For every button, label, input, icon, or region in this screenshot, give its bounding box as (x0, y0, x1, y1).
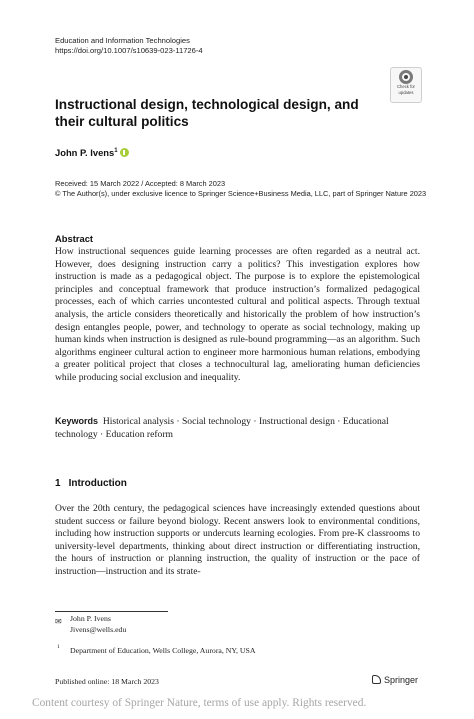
publisher-logo (372, 675, 418, 685)
copyright-notice: © The Author(s), under exclusive licence to Springer Science+Business Media, LLC, part of Springer Nature 2023 (55, 188, 427, 198)
footnote-divider (55, 611, 168, 612)
keywords (55, 415, 420, 441)
section-number: 1 (55, 478, 61, 489)
keywords-label: Keywords (55, 416, 99, 426)
author-affil-sup: 1 (114, 147, 118, 154)
badge-label-2: updates (398, 89, 414, 95)
affiliation-text: Department of Education, Wells College, Aurora, NY, USA (70, 646, 256, 655)
section-title: Introduction (68, 478, 127, 489)
contact-email[interactable]: Jivens@wells.edu (70, 624, 127, 634)
journal-doi-link[interactable]: https://doi.org/10.1007/s10639-023-11726-4 (55, 46, 203, 55)
contact-name: John P. Ivens (70, 614, 111, 623)
article-title: Instructional design, technological design, and their cultural politics (55, 97, 359, 129)
author-line (55, 147, 129, 158)
article-dates (55, 179, 435, 198)
published-online: Published online: 18 March 2023 (55, 677, 159, 686)
check-for-updates-icon (399, 70, 413, 84)
envelope-icon: ✉ (55, 617, 62, 626)
affiliation-number: 1 (57, 644, 60, 650)
publisher-name: Springer (384, 675, 419, 685)
check-for-updates-badge[interactable] (390, 67, 422, 103)
introduction-text: Over the 20th century, the pedagogical sciences have increasingly extended questions about student success or failure beyond biology. Recent answers look to environmental conditions, including how instruction supports or undercuts learning ecologies. From pre-K classrooms to university-level departments, thinking about direct instruction or differentiating instruction, the hours of instruction or planning instruction, the quality of instruction or the pace of instruction—instruction and its strate- (55, 503, 420, 577)
abstract-heading: Abstract (55, 233, 94, 244)
badge-label-1: Check for (397, 84, 415, 89)
courtesy-watermark: Content courtesy of Springer Nature, terms of use apply. Rights reserved. (32, 697, 367, 709)
received-accepted: Received: 15 March 2022 / Accepted: 8 March 2023 (55, 179, 226, 188)
springer-horse-icon (372, 675, 381, 684)
section-heading-introduction (55, 478, 127, 489)
orcid-icon[interactable] (120, 148, 129, 157)
journal-name: Education and Information Technologies (55, 36, 190, 45)
corresponding-author (70, 614, 126, 635)
author-name[interactable]: John P. Ivens (55, 147, 115, 158)
abstract-text: How instructional sequences guide learning processes are often regarded as a neutral act. However, does designing instruction carry a politics? This investigation explores how instruction is made as a pedagogical object. The purpose is to explore the epistemological principles and conceptual framework that produce instruction’s formalized pedagogical processes, each of which carries uncontested cultural and political aspects. Through textual analysis, the article considers theoretically and historically the problem of how instruction’s design entangles people, power, and technology to operate as social technology, making up human kinds when instruction is designed as rule-bound programming—as an algorithm. Such algorithms engineer cultural action to engineer more harmonious human relations, embodying a greater political project that closes a technocultural lag, ameliorating human deficiencies while producing social exclusion and inequality. (55, 246, 420, 383)
journal-header (55, 36, 203, 56)
keywords-list: Historical analysis · Social technology · Instructional design · Educational technology · Education reform (55, 416, 389, 440)
